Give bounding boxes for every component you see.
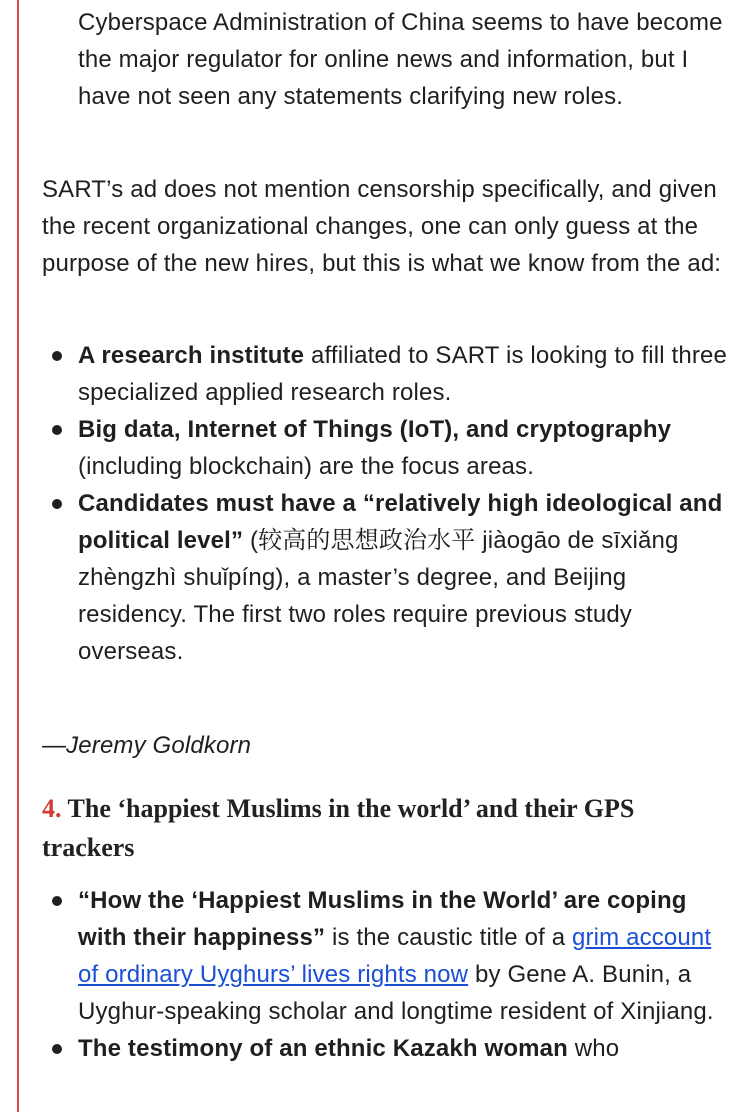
list-item-bold: Candidates must have a “relatively high ideological and political level” [78, 490, 723, 554]
bullet-icon [52, 425, 62, 435]
list-item-bold: A research institute [78, 342, 305, 369]
list-item-text: who [567, 1035, 620, 1062]
section-title: The ‘happiest Muslims in the world’ and their GPS trackers [42, 794, 635, 862]
bullet-icon [52, 1044, 62, 1054]
section-heading [42, 789, 732, 867]
list-item-text: by Gene A. Bunin, a Uyghur-speaking scholar and longtime resident of Xinjiang. [78, 961, 714, 1025]
list-item-bold: The testimony of an ethnic Kazakh woman [78, 1035, 568, 1062]
bullet-icon [52, 351, 62, 361]
list-item [42, 337, 732, 411]
article-link[interactable]: grim account of ordinary Uyghurs’ lives rights now [78, 924, 712, 988]
list-item [42, 485, 732, 670]
bullet-icon [52, 896, 62, 906]
list-item-text: affiliated to SART is looking to fill three specialized applied research roles. [78, 342, 728, 406]
blockquote-text: Cyberspace Administration of China seems to have become the major regulator for online news and information, but I have not seen any statements clarifying new roles. [78, 9, 723, 110]
list-item-text: (较高的思想政治水平 jiàogāo de sīxiǎng zhèngzhì shuǐpíng), a master’s degree, and Beijing residency. The first two roles require previous study overseas. [78, 527, 679, 665]
author-byline: —Jeremy Goldkorn [42, 732, 252, 759]
list-item-text: is the caustic title of a [325, 924, 573, 951]
list-item-bold: Big data, Internet of Things (IoT), and cryptography [78, 416, 672, 443]
news-list [42, 882, 732, 1067]
blockquote-left-rule [17, 0, 19, 1112]
section-number: 4. [42, 794, 62, 823]
list-item [42, 411, 732, 485]
list-item [42, 1030, 732, 1067]
bullet-icon [52, 499, 62, 509]
list-item [42, 882, 732, 1030]
list-item-bold: “How the ‘Happiest Muslims in the World’ are coping with their happiness” [78, 887, 687, 951]
intro-paragraph: SART’s ad does not mention censorship specifically, and given the recent organizational changes, one can only guess at the purpose of the new hires, but this is what we know from the ad: [42, 176, 722, 277]
list-item-text: (including blockchain) are the focus areas. [78, 453, 535, 480]
findings-list [42, 337, 732, 670]
